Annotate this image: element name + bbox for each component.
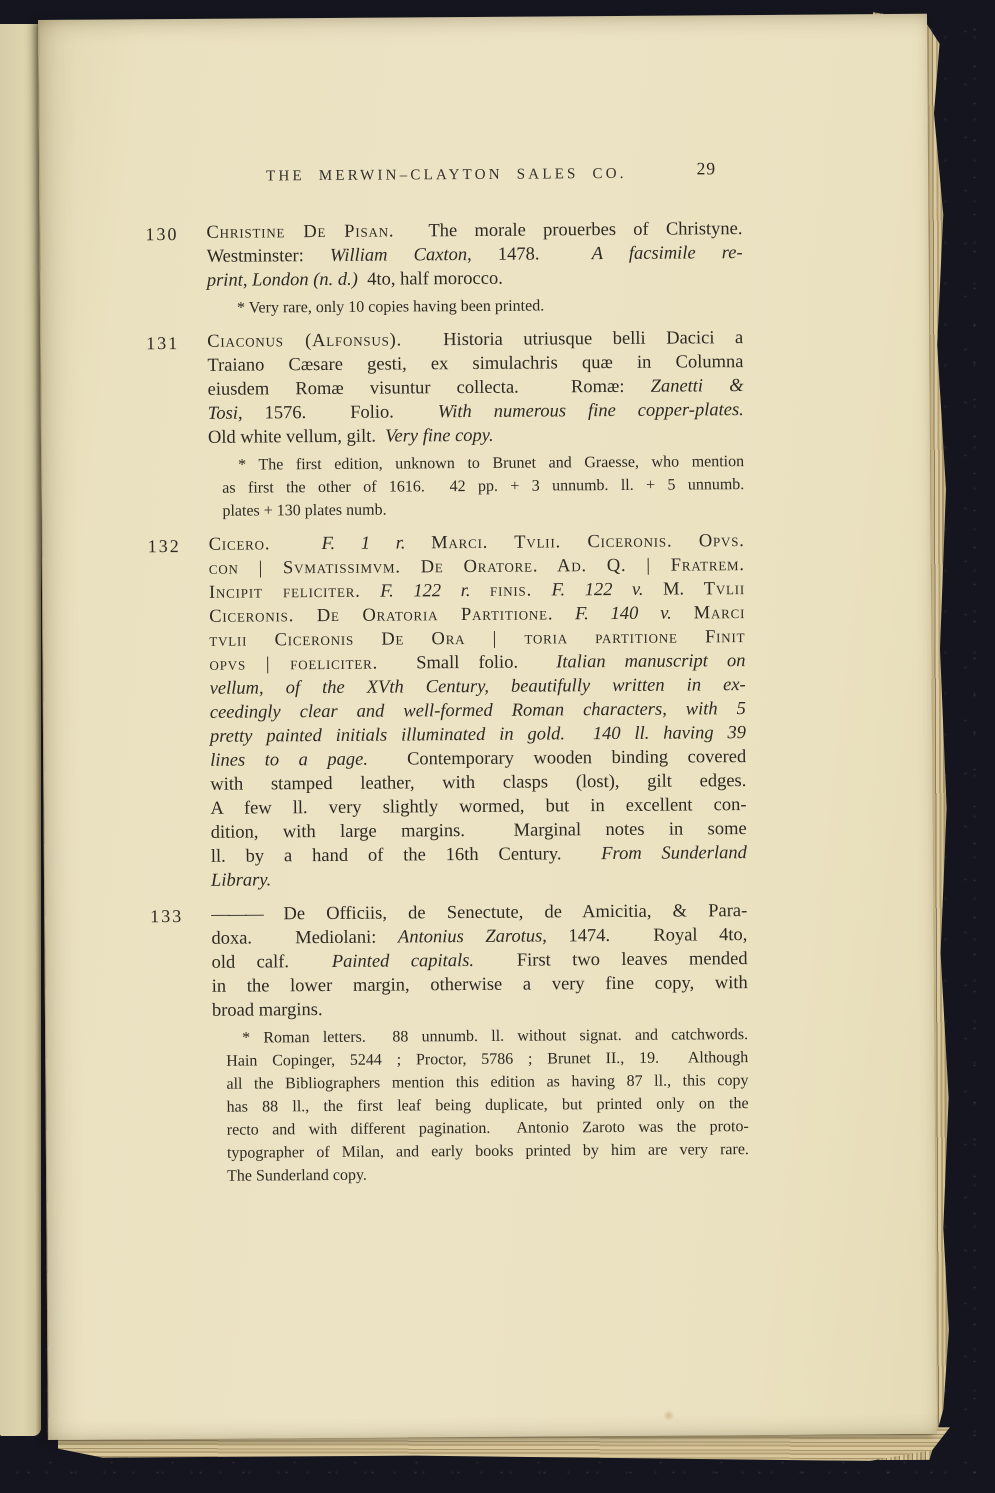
text-line [221, 293, 743, 320]
text-run: Traiano Cæsare gesti, ex simulachris quæ in Columna [207, 352, 744, 376]
text-line [222, 496, 744, 523]
text-run: M. [643, 579, 704, 600]
text-run: Incipit feliciter. [208, 581, 361, 603]
catalog-entry [146, 326, 745, 523]
text-line [212, 971, 748, 999]
text-run: dition, with large margins. Marginal notes in some [210, 819, 747, 843]
text-run: A few ll. very slightly wormed, but in excellent con- [210, 795, 747, 819]
text-run: The morale prouerbes of Christyne. [394, 219, 743, 242]
text-run: Small folio. [377, 652, 557, 674]
text-run: Marci [693, 603, 746, 624]
text-line [212, 995, 748, 1023]
entry-footnote [221, 293, 743, 320]
text-run: The Sunderland copy. [227, 1166, 367, 1185]
text-run: in the lower margin, otherwise a very fine copy, with [211, 973, 748, 997]
text-run: Antonius Zarotus [397, 926, 543, 948]
text-run: ceedingly clear and well-formed Roman characters, with 5 [209, 699, 746, 723]
text-run: Painted capitals. [331, 950, 475, 972]
text-run: Ciaconus (Alfonsus). [207, 330, 403, 352]
text-run: Contemporary wooden binding covered [367, 747, 747, 770]
text-line [208, 422, 744, 450]
text-run: all the Bibliographers mention this edition as having 87 ll., this copy [226, 1072, 749, 1093]
text-line [227, 1161, 749, 1188]
text-run: Cicero. [208, 534, 271, 555]
text-run: With numerous fine copper-plates. [437, 400, 744, 423]
entry-number: 132 [147, 536, 181, 557]
text-line [211, 865, 747, 893]
text-run: Zanetti & [650, 376, 744, 397]
text-run: Hain Copinger, 5244 ; Proctor, 5786 ; Brunet II., 19. Although [226, 1049, 749, 1070]
entry-number: 133 [150, 906, 184, 927]
catalog-page [38, 14, 937, 1440]
text-line [207, 241, 743, 269]
text-run: 4to, half morocco. [357, 268, 503, 290]
text-run: William Caxton [329, 245, 468, 266]
text-run: First two leaves mended [473, 949, 748, 971]
entry-footnote [222, 450, 744, 523]
text-run: typographer of Milan, and early books printed by him are very rare. [226, 1141, 749, 1162]
text-run: * Very rare, only 10 copies having been printed. [236, 297, 545, 317]
text-run: Tosi [207, 403, 239, 424]
text-run: Marci. Tvlii. Ciceronis. Opvs. [431, 531, 745, 554]
text-run: as first the other of 1616. 42 pp. + 3 unnumb. ll. + 5 unnumb. [222, 476, 745, 497]
text-run: * Roman letters. 88 unnumb. ll. without signat. and catchwords. [242, 1026, 749, 1047]
text-run: Old white vellum, gilt. [207, 426, 386, 448]
text-run: A facsimile re- [591, 243, 743, 265]
text-run: F. 1 r. [321, 533, 406, 555]
text-run: F. 140 v. [575, 603, 672, 625]
text-run: * The first edition, unknown to Brunet and Graesse, who mention [238, 453, 745, 474]
text-run: , 1474. Royal 4to, [542, 925, 748, 947]
text-run: Ciceronis. De Oratoria Partitione. [209, 604, 554, 627]
text-run: From Sunderland [601, 843, 747, 865]
catalog-entries [145, 217, 749, 1188]
catalog-entry [145, 217, 743, 320]
text-run [470, 581, 490, 601]
text-run: doxa. Mediolani: [211, 927, 399, 949]
text-run [405, 533, 431, 553]
text-line [222, 473, 744, 500]
text-run: , 1576. Folio. [237, 402, 438, 424]
text-line [208, 398, 744, 426]
text-run: old calf. [211, 951, 332, 973]
text-run: , 1478. [467, 244, 592, 266]
entry-number: 130 [145, 224, 179, 245]
page-content [145, 158, 749, 1198]
text-run: broad margins. [211, 1000, 323, 1021]
text-run: Italian manuscript on [556, 651, 746, 673]
text-run: F. 122 v. [551, 579, 644, 601]
text-run [270, 534, 321, 554]
text-run: finis. [489, 580, 533, 601]
ditto-dash: ——— [211, 904, 263, 925]
text-run: eiusdem Romæ visuntur collecta. Romæ: [207, 376, 651, 400]
text-run: with stamped leather, with clasps (lost), gilt edges. [210, 771, 747, 795]
text-run: Tvlii [703, 579, 746, 600]
text-run: Westminster: [206, 245, 331, 267]
entry-footnote [226, 1023, 749, 1188]
catalog-entry [147, 529, 748, 893]
text-run: print, London (n. d.) [206, 269, 358, 291]
facing-page-gutter [0, 24, 41, 1436]
text-run: Historia utriusque belli Dacici a [401, 328, 744, 351]
page-number: 29 [696, 158, 717, 179]
text-run: recto and with different pagination. Antonio Zaroto was the proto- [226, 1118, 749, 1139]
text-run: vellum, of the XVth Century, beautifully written in ex- [209, 675, 746, 699]
text-line [207, 265, 743, 293]
page-header [206, 158, 742, 187]
running-title: THE MERWIN–CLAYTON SALES CO. [266, 165, 627, 185]
text-run: has 88 ll., the first leaf being duplicate, but printed only on the [226, 1095, 749, 1116]
entry-number: 131 [146, 333, 180, 354]
text-run [553, 604, 575, 624]
text-line [211, 841, 747, 869]
text-run: F. 122 r. [380, 580, 471, 602]
text-run [361, 582, 381, 602]
text-run: pretty painted initials illuminated in gold. 140 ll. having 39 [209, 723, 747, 747]
text-run: opvs | foeliciter. [209, 653, 379, 675]
catalog-entry [150, 899, 749, 1188]
text-run: Library. [210, 870, 272, 891]
text-run: plates + 130 plates numb. [222, 501, 387, 520]
text-run: tvlii Ciceronis De Ora | toria partitione Finit [209, 627, 746, 651]
text-run: ll. by a hand of the 16th Century. [210, 844, 602, 867]
text-run: lines to a page. [210, 749, 369, 771]
text-run [532, 580, 552, 600]
text-run [672, 603, 694, 623]
text-run: con | Svmatissimvm. De Oratore. Ad. Q. | Fratrem. [208, 555, 745, 579]
text-run: De Officiis, de Senectute, de Amicitia, & Para- [262, 901, 748, 925]
text-line [227, 1138, 749, 1165]
text-run: Christine De Pisan. [206, 221, 395, 243]
text-run: Very fine copy. [385, 425, 494, 447]
